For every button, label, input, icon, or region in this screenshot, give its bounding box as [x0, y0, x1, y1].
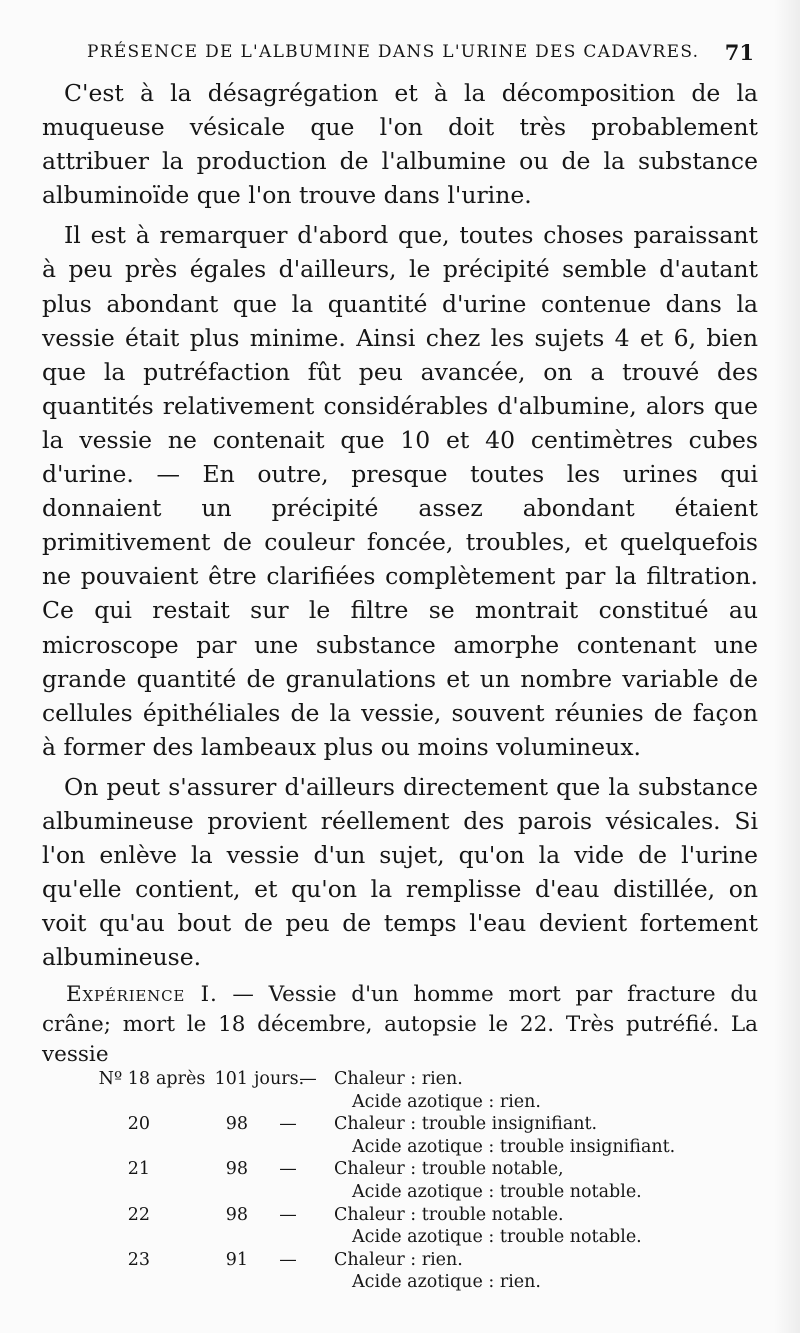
days-value: 98: [225, 1204, 248, 1225]
heat-result: Chaleur : trouble notable.: [334, 1204, 564, 1225]
acid-result: Acide azotique : rien.: [352, 1272, 541, 1293]
subject-number: Nº 18: [98, 1069, 150, 1089]
subject-number: 20: [127, 1114, 150, 1135]
dash: —: [279, 1249, 297, 1270]
subject-number: 23: [127, 1249, 150, 1270]
dash: —: [279, 1204, 297, 1225]
body-text: [42, 76, 758, 980]
heat-result: Chaleur : trouble notable,: [334, 1159, 564, 1180]
dash: —: [299, 1069, 317, 1089]
days-value: 98: [225, 1159, 248, 1180]
paragraph: Il est à remarquer d'abord que, toutes choses paraissant à peu près égales d'ailleurs, le précipité semble d'autant plus abondant que la quantité d'urine contenue dans la vessie était plus minime. Ainsi chez les sujets 4 et 6, bien que la putréfaction fût peu avancée, on a trouvé des quantités relativement considérables d'albumine, alors que la vessie ne contenait que 10 et 40 centimètres cubes d'urine. — En outre, presque toutes les urines qui donnaient un précipité assez abondant étaient primitivement de couleur foncée, troubles, et quelquefois ne pouvaient être clarifiées complètement par la filtration. Ce qui restait sur le filtre se montrait constitué au microscope par une substance amorphe contenant une grande quantité de granulations et un nombre variable de cellules épithéliales de la vessie, souvent réunies de façon à former des lambeaux plus ou moins volumineux.: [42, 221, 758, 761]
page-number: 71: [724, 40, 754, 65]
observation-row: [88, 1158, 748, 1203]
observations-table: [88, 1068, 748, 1294]
observation-row: [88, 1068, 748, 1113]
experiment-paragraph: [42, 980, 758, 1070]
experiment-body: — Vessie d'un homme mort par fracture du crâne; mort le 18 décembre, autopsie le 22. Très putréfié. La vessie: [42, 982, 759, 1067]
days-value: 98: [225, 1114, 248, 1135]
after-word: après: [156, 1069, 206, 1089]
experiment-block: [42, 980, 758, 1070]
acid-result: Acide azotique : trouble insignifiant.: [352, 1136, 676, 1157]
heat-result: Chaleur : rien.: [334, 1069, 463, 1089]
acid-result: Acide azotique : trouble notable.: [352, 1181, 642, 1202]
page-edge-shadow: [774, 0, 800, 1333]
observation-row: [88, 1113, 748, 1158]
paragraph: On peut s'assurer d'ailleurs directement que la substance albumineuse provient réellement des parois vésicales. Si l'on enlève la vessie d'un sujet, qu'on la vide de l'urine qu'elle contient, et qu'on la remplisse d'eau distillée, on voit qu'au bout de peu de temps l'eau devient fortement albumineuse.: [42, 772, 758, 972]
heat-result: Chaleur : trouble insignifiant.: [334, 1114, 598, 1135]
days-value: 101: [214, 1069, 248, 1089]
heat-result: Chaleur : rien.: [334, 1249, 463, 1270]
observation-row: [88, 1249, 748, 1294]
page-header: [42, 40, 754, 70]
acid-result: Acide azotique : trouble notable.: [352, 1227, 642, 1248]
days-value: 91: [225, 1249, 248, 1270]
dash: —: [279, 1159, 297, 1180]
dash: —: [279, 1114, 297, 1135]
subject-number: 21: [127, 1159, 150, 1180]
days-unit: jours.: [254, 1069, 305, 1089]
subject-number: 22: [127, 1204, 150, 1225]
running-head: PRÉSENCE DE L'ALBUMINE DANS L'URINE DES CADAVRES.: [87, 42, 700, 62]
observation-row: [88, 1204, 748, 1249]
acid-result: Acide azotique : rien.: [352, 1091, 541, 1112]
experiment-title: Expérience I.: [66, 982, 218, 1007]
paragraph: C'est à la désagrégation et à la décomposition de la muqueuse vésicale que l'on doit très probablement attribuer la production de l'albumine ou de la substance albuminoïde que l'on trouve dans l'urine.: [42, 79, 758, 210]
